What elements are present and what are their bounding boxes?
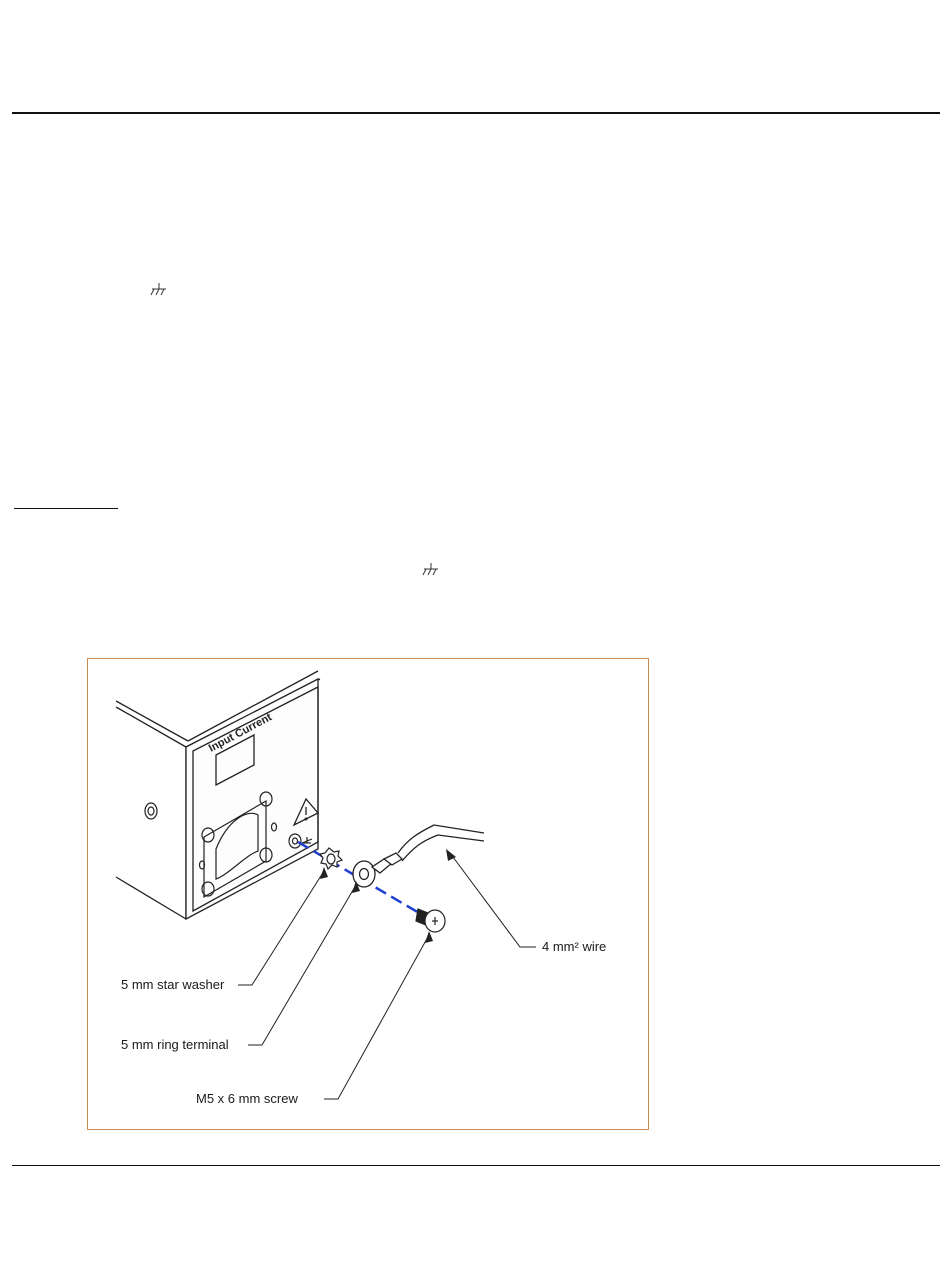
wire — [398, 825, 484, 861]
ring-terminal — [353, 853, 402, 887]
chassis-enclosure — [116, 671, 320, 919]
side-hole — [145, 803, 157, 819]
grounding-figure — [87, 658, 649, 1130]
header-rule — [12, 112, 940, 114]
callout-ring-terminal: 5 mm ring terminal — [121, 1037, 229, 1052]
screw — [416, 909, 445, 932]
callout-screw: M5 x 6 mm screw — [196, 1091, 298, 1106]
panel-lettering: Input Current — [206, 711, 274, 755]
callout-leaders — [238, 853, 536, 1099]
section-heading-underline — [14, 508, 118, 509]
callout-star-washer: 5 mm star washer — [121, 977, 225, 992]
grounding-illustration — [88, 659, 650, 1131]
chassis-ground-icon — [150, 282, 168, 296]
callout-wire: 4 mm² wire — [542, 939, 607, 954]
footer-rule — [12, 1165, 940, 1166]
chassis-ground-icon — [422, 562, 440, 576]
